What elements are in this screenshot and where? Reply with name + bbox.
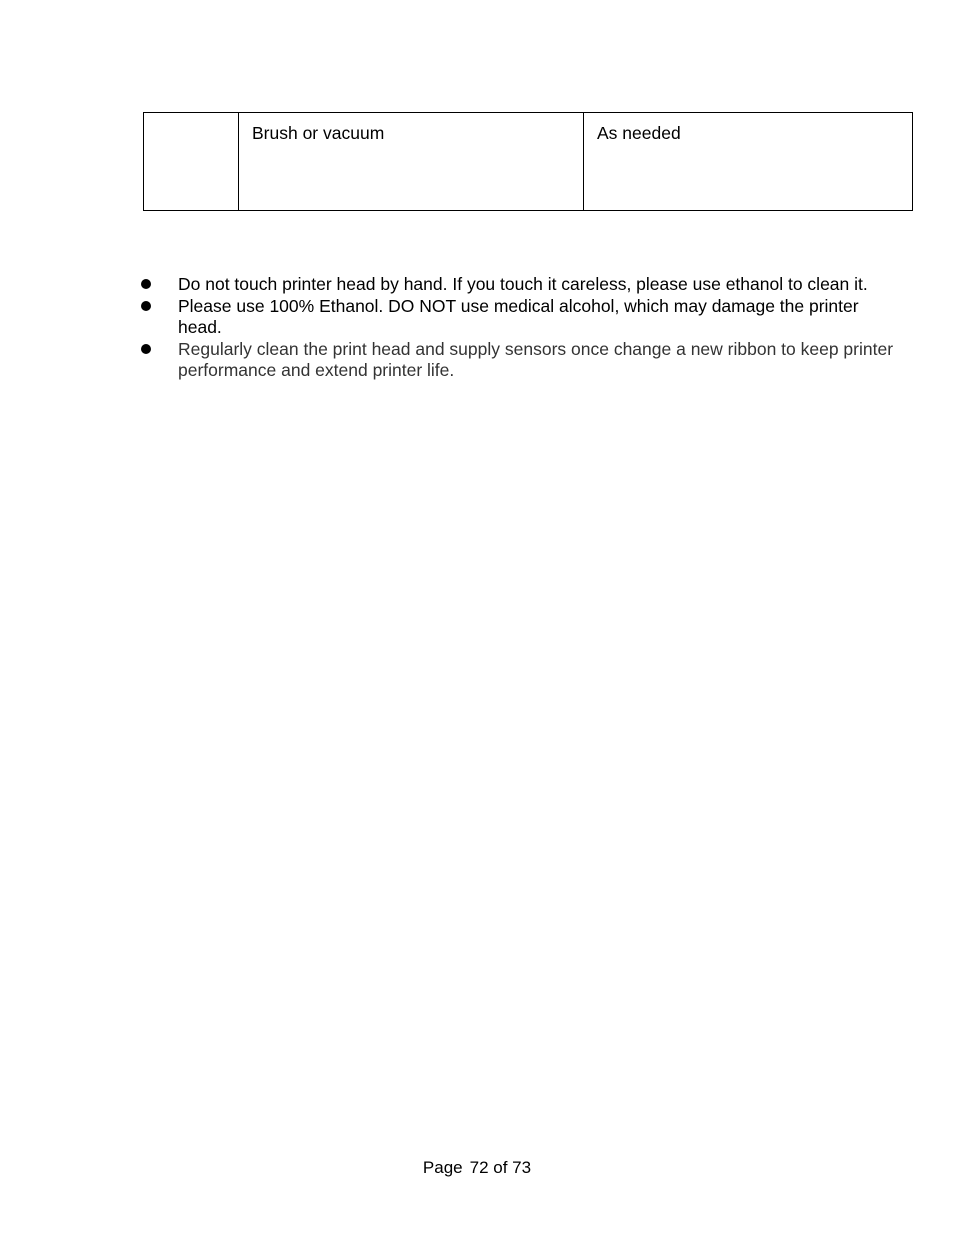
list-item bbox=[140, 274, 900, 296]
note-text: Please use 100% Ethanol. DO NOT use medical alcohol, which may damage the printer head. bbox=[178, 295, 859, 337]
note-text: Regularly clean the print head and supply sensors once change a new ribbon to keep printer performance and extend printer life. bbox=[178, 338, 894, 380]
table-row bbox=[144, 113, 913, 211]
bullet-icon bbox=[141, 279, 151, 289]
page-footer bbox=[0, 1157, 954, 1179]
table-cell-item bbox=[144, 113, 239, 211]
notes-list bbox=[140, 274, 900, 382]
bullet-icon bbox=[141, 344, 151, 354]
bullet-icon bbox=[141, 301, 151, 311]
page-number: 72 of 73 bbox=[469, 1158, 532, 1177]
list-item bbox=[140, 296, 900, 339]
table-cell-frequency: As needed bbox=[584, 113, 913, 211]
note-text: Do not touch printer head by hand. If you touch it careless, please use ethanol to clean it. bbox=[178, 274, 868, 294]
table-cell-method: Brush or vacuum bbox=[239, 113, 584, 211]
page-label: Page bbox=[422, 1158, 463, 1177]
maintenance-table bbox=[143, 112, 913, 211]
list-item bbox=[140, 339, 900, 382]
